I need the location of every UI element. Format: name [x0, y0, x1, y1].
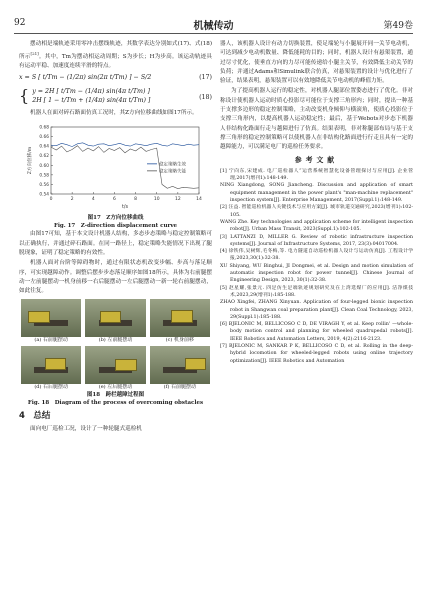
robot	[28, 311, 49, 324]
photo-label: (f) 右前腿摆动	[163, 384, 196, 391]
equation-18: { y = 2H [ t/Tm − (1/4π) sin(4π t/Tm) ] 2H [ 1 − t/Tm + (1/4π) sin(4π t/Tm) ] (18)	[19, 86, 212, 106]
header-rule	[14, 33, 413, 34]
line-chart	[25, 122, 205, 210]
y-tick-label: 0.56	[39, 182, 49, 188]
journal-title: 机械传动	[193, 21, 234, 32]
robot	[185, 358, 206, 371]
figure-17-chart	[25, 122, 206, 214]
simulation-photo	[21, 346, 81, 384]
photo-label: (e) 左后腿摆动	[98, 384, 133, 391]
section-heading: 4 总结	[19, 411, 51, 422]
reference-item: [5] 赵星耀,张景元. 四足仿生足端轨迹规划研究及在上湾选煤厂的应用[J]. 洁净煤技术,2023,29(增刊1):185-188.	[220, 285, 413, 298]
reference-item: [7] BJELONIC M, SANKAR P K, BELLICOSO C D, et al. Rolling in the deep-hybrid locomotion for wheeled-legged robots using online trajectory optimization[J]. IEEE Robotics and Automation	[220, 343, 413, 364]
simulation-photo	[21, 299, 81, 337]
paragraph-text: 。其中，Tm为摆动相运动周期；S为步长；H为步高。该运动轨迹具有运动平稳、加速度连续平滑的特点。	[19, 54, 212, 70]
equation-17	[19, 73, 212, 87]
photo-label: (a) 右前腿摆动	[34, 337, 68, 344]
equation-number: (17)	[199, 73, 212, 81]
photo-panel	[21, 346, 81, 391]
photo-panel	[85, 299, 145, 344]
figure-18-photos	[21, 299, 210, 391]
simulation-photo	[150, 299, 210, 337]
x-tick-label: 2	[70, 197, 74, 203]
equation-text: y = 2H [ t/Tm − (1/4π) sin(4π t/Tm) ]	[32, 87, 150, 95]
x-tick-label: 8	[134, 197, 138, 203]
paragraph: 器人，该机器人设计有动力切换装置，使足端轮与小腿展开同一关节电动机，可达到减少电动机数量、降低能耗的目的；同时，机器人设计有悬架装置，通过尽寸优化，使垂直方向的力尽可能传递给小腿主关节，有效降低主动关节的负荷；并通过Adams和Simulink联合仿真，对悬架装置的设计与优化进行了验证，结果表明，悬架装置可以有效地降低关节电动机的峰值力矩。	[220, 41, 413, 85]
x-axis-label: t/s	[122, 205, 128, 211]
paragraph: 由图17可知，基于本文设计机器人结构，多态步态策略与稳定控制策略可以正确执行，并通过碎石路面。在同一路径上，稳定策略失能情况下出现了腿脱现象，证明了稳定策略的有效性。	[19, 231, 212, 256]
x-tick-label: 6	[112, 197, 116, 203]
robot	[45, 358, 66, 371]
paragraph: 为了提高机器人运行的稳定性，对机器人腿部位置姿态进行了优化。非对称设计使机器人运动时质心投影尽可能位于支撑三角形内；同时，提出一种基于支撑多边形的稳定控制策略，主动改变机身倾仰与横滚角，使质心投影位于支撑三角形内，以提高机器人运动稳定性；最后，基于Webots对步态下机器人非结构化路面行走与越障进行了仿真。结果表明，非对称腿部布局与基于支撑三角形的稳定控制策略可以使机器人在非结构化路面进行行走且具有一定的越障能力，可以满足电厂的巡检任务要求。	[220, 88, 413, 151]
paragraph: 面向电厂巡检工况，设计了一种轮腿式巡检机	[30, 425, 142, 432]
equation-text: 2H [ 1 − t/Tm + (1/4π) sin(4π t/Tm) ]	[32, 97, 151, 105]
y-tick-label: 0.68	[39, 125, 49, 131]
robot	[115, 359, 136, 372]
photo-label: (d) 右后腿摆动	[34, 384, 69, 391]
simulation-photo	[150, 346, 210, 384]
legend-label: 稳定策略失能	[159, 169, 186, 175]
figure-18-caption-en: Fig. 18 Diagram of the process of overcoming obstacles	[27, 400, 204, 407]
photo-panel	[85, 346, 145, 391]
reference-item: NING Xiangdong, SONG Jiancheng. Discussion and application of smart equipment management in the power plant's "man-machine replacement" inspection system[J]. Enterprise Management, 2017(Suppl.1):148-149.	[220, 183, 413, 204]
page-header	[14, 18, 413, 34]
reference-item: [3] LATTANZI D, MILLER G. Review of robotic infrastructure inspection systems[J]. Journal of Infrastructure Systems, 2017, 23(3):04017004.	[220, 234, 413, 247]
y-tick-label: 0.62	[39, 154, 49, 160]
reference-item: WANG Zhe. Key technologies and application scheme for intelligent inspection robot[J]. Urban Mass Transit, 2023(Suppl.1):102-105.	[220, 219, 413, 233]
simulation-photo	[85, 346, 145, 384]
plot-frame	[51, 127, 199, 194]
y-tick-label: 0.54	[39, 192, 49, 198]
y-tick-label: 0.64	[39, 144, 49, 150]
x-tick-label: 4	[91, 197, 95, 203]
simulation-photo	[85, 299, 145, 337]
reference-item: XU Shiyang, WU Binghui, JI Dongmei, et al. Design and motion simulation of automatic inspection robot for power tunnel[J]. Chinese Journal of Engineering Design, 2023, 30(1):32-38.	[220, 263, 413, 284]
robot	[171, 310, 192, 323]
reference-item: [4] 徐铁伟,吴树辉,毛冬梅,等. 电力隧道自动巡检机器人设计与运动仿真[J]. 工程设计学报,2023,30(1):32-38.	[220, 249, 413, 262]
figure-18-caption-cn: 图18 跨栏越障过程图	[86, 392, 145, 399]
paragraph-text: 摆动相是端轨迹采用零冲击摆线轨迹，其数学表达分别如式(17)、式(18)所示	[19, 41, 212, 61]
legend-label: 稳定策略生效	[159, 162, 186, 168]
reference-item: [1] 宁向东,宋建成. 电厂巡检器人”运营系统智慧化设备管理探讨与应用[J]. 企业管理,2017(增刊1):148-149.	[220, 168, 413, 182]
x-tick-label: 12	[174, 197, 181, 203]
references-heading: 参考文献	[294, 155, 339, 164]
citation: [21]	[30, 51, 39, 57]
paragraph: 机器人在面对碎石路面仿真工况时，其Z方向位移曲线如图17所示。	[30, 109, 198, 116]
series-line	[51, 143, 199, 147]
reference-item: [6] BJELONIC M, BELLICOSO C D, DE VIRAGH Y, et al. Keep rollin' —whole-body motion control and planning for wheeled quadrupedal robots[J]. IEEE Robotics and Automation Letters, 2019, 4(2):2116-2123.	[220, 322, 413, 342]
reference-item: ZHAO Xingfei, ZHANG Xinyuan. Application of four-legged bionic inspection robot in Shangwan coal preparation plant[J]. Clean Coal Technology, 2023, 29(Suppl.1):185-188.	[220, 300, 413, 320]
left-column	[19, 40, 212, 435]
photo-panel	[21, 299, 81, 344]
page-number: 92	[14, 18, 26, 28]
photo-label: (c) 机身前移	[165, 337, 194, 344]
y-axis-label: Z方向位移/m	[28, 146, 33, 175]
reference-list	[220, 168, 413, 365]
x-tick-label: 10	[153, 197, 160, 203]
photo-label: (b) 左前腿摆动	[98, 337, 133, 344]
y-tick-label: 0.58	[39, 173, 49, 179]
right-column	[220, 40, 413, 365]
paragraph	[19, 40, 212, 72]
volume-label: 第49卷	[383, 21, 413, 31]
robot	[100, 311, 121, 324]
paragraph: 机器人面对台阶等障碍物时，通过有限状态机改变步幅、步高与落足顺序，可实现越障动作。调整后摆步步态落足顺序如图18所示，具体为右前腿摆动一左前腿摆动一机身前移一右后腿摆动一左后腿摆动一新一轮右前腿摆动，如此往复。	[19, 260, 212, 295]
photo-panel	[150, 346, 210, 391]
figure-17-caption-en: Fig. 17 Z-direction displacement curve	[53, 223, 178, 230]
y-tick-label: 0.66	[39, 135, 49, 141]
figure-17-caption-cn: 图17 Z方向位移曲线	[87, 215, 144, 222]
x-tick-label: 14	[196, 197, 202, 203]
reference-item: [2] 汪益. 智能巡检机器人关键技术与应用方案[J]. 城市轨道交通研究,2023(增刊1):102-105.	[220, 205, 413, 218]
equation-text: x = S [ t/Tm − (1/2π) sin(2π t/Tm) ] − S/2	[19, 73, 152, 81]
x-tick-label: 0	[49, 197, 53, 203]
photo-panel	[150, 299, 210, 344]
equation-number: (18)	[199, 93, 212, 101]
y-tick-label: 0.60	[39, 163, 49, 169]
